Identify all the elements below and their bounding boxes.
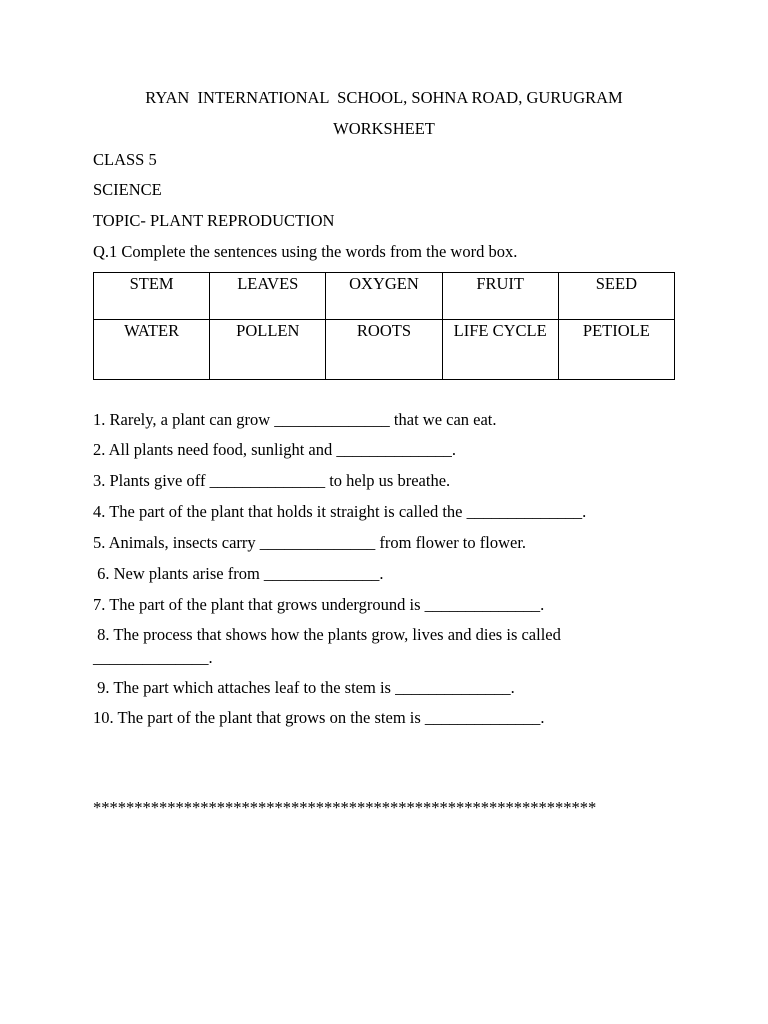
word-box-cell: LIFE CYCLE (442, 320, 558, 380)
class-label: CLASS 5 (93, 150, 157, 169)
word-box-cell: PETIOLE (558, 320, 674, 380)
sentence-10: 10. The part of the plant that grows on the stem is ______________. (93, 708, 545, 727)
sentence-8-continuation: ______________. (93, 648, 213, 667)
sentence-5: 5. Animals, insects carry ______________ from flower to flower. (93, 533, 527, 552)
worksheet-title: WORKSHEET (333, 119, 435, 138)
word-box-cell: OXYGEN (326, 273, 442, 320)
word-box-cell: FRUIT (442, 273, 558, 320)
word-box-cell: POLLEN (210, 320, 326, 380)
question-instruction: Q.1 Complete the sentences using the words from the word box. (93, 242, 518, 261)
asterisk-divider: ************************************************************* (93, 798, 597, 817)
word-box-cell: WATER (94, 320, 210, 380)
sentence-9: 9. The part which attaches leaf to the stem is ______________. (93, 678, 515, 697)
word-box-cell: ROOTS (326, 320, 442, 380)
word-box-cell: LEAVES (210, 273, 326, 320)
sentence-1: 1. Rarely, a plant can grow ______________ that we can eat. (93, 410, 497, 429)
subject-label: SCIENCE (93, 180, 162, 199)
sentence-8: 8. The process that shows how the plants grow, lives and dies is called (93, 625, 561, 644)
word-box-row (94, 320, 675, 380)
sentence-7: 7. The part of the plant that grows underground is ______________. (93, 595, 545, 614)
word-box-row (94, 273, 675, 320)
sentence-4: 4. The part of the plant that holds it straight is called the ______________. (93, 502, 587, 521)
word-box (93, 272, 675, 380)
sentence-6: 6. New plants arise from ______________. (93, 564, 384, 583)
word-box-cell: STEM (94, 273, 210, 320)
sentence-2: 2. All plants need food, sunlight and ______________. (93, 440, 456, 459)
topic-label: TOPIC- PLANT REPRODUCTION (93, 211, 335, 230)
word-box-cell: SEED (558, 273, 674, 320)
school-name: RYAN INTERNATIONAL SCHOOL, SOHNA ROAD, GURUGRAM (145, 88, 623, 107)
sentence-3: 3. Plants give off ______________ to help us breathe. (93, 471, 451, 490)
